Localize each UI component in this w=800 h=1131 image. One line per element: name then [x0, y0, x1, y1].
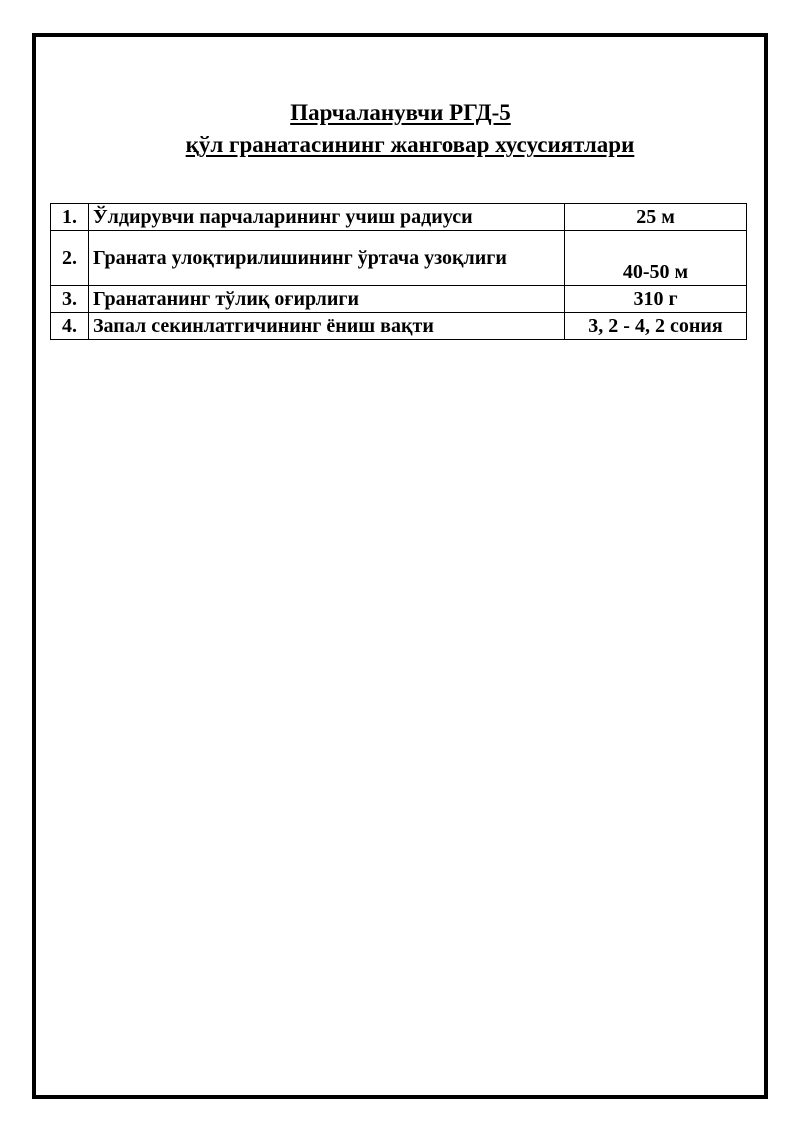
page-frame [32, 33, 768, 1099]
table-row [51, 204, 747, 231]
row-number: 2. [51, 231, 89, 286]
row-number: 1. [51, 204, 89, 231]
specs-table [50, 203, 747, 340]
row-value: 3, 2 - 4, 2 сония [565, 313, 747, 340]
row-value: 40-50 м [565, 231, 747, 286]
row-label: Ўлдирувчи парчаларининг учиш радиуси [89, 204, 565, 231]
row-value: 310 г [565, 286, 747, 313]
table-row [51, 231, 747, 286]
row-number: 4. [51, 313, 89, 340]
title-line-2: қўл гранатасининг жанговар хусусиятлари [185, 132, 635, 157]
document-title [36, 97, 764, 161]
title-line-1: Парчаланувчи РГД-5 [290, 100, 511, 125]
row-label: Граната улоқтирилишининг ўртача узоқлиги [89, 231, 565, 286]
row-label: Гранатанинг тўлиқ оғирлиги [89, 286, 565, 313]
table-row [51, 313, 747, 340]
row-number: 3. [51, 286, 89, 313]
row-value: 25 м [565, 204, 747, 231]
table-row [51, 286, 747, 313]
row-label: Запал секинлатгичининг ёниш вақти [89, 313, 565, 340]
